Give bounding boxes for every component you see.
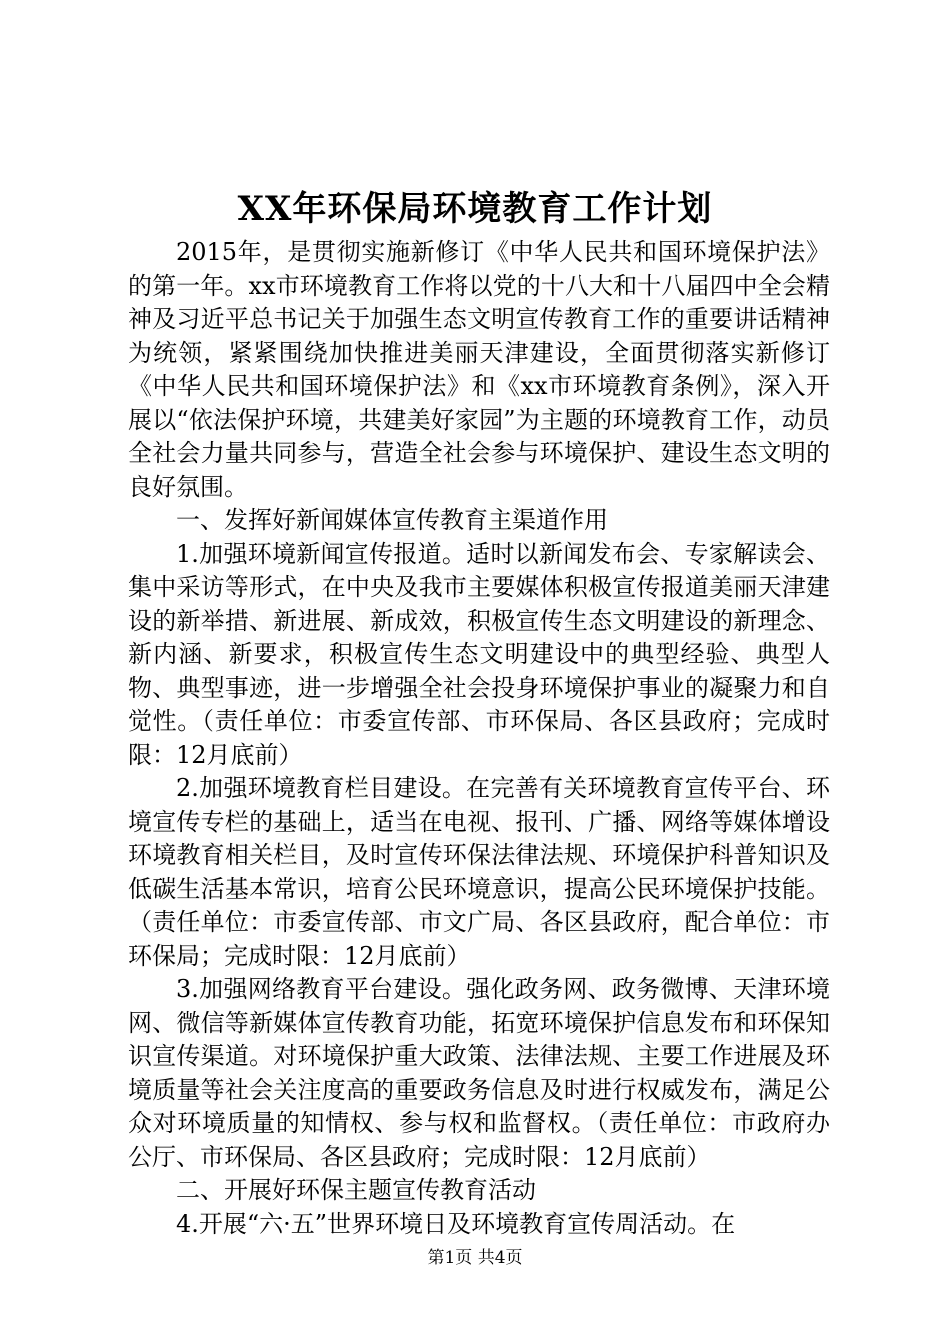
paragraph-item-1: 1.加强环境新闻宣传报道。适时以新闻发布会、专家解读会、集中采访等形式，在中央及我市主要媒体积极宣传报道美丽天津建设的新举措、新进展、新成效，积极宣传生态文明建设的新理念、新内涵、新要求，积极宣传生态文明建设中的典型经验、典型人物、典型事迹，进一步增强全社会投身环境保护事业的凝聚力和自觉性。（责任单位：市委宣传部、市环保局、各区县政府；完成时限：12月底前）	[128, 539, 830, 769]
paragraph-item-3: 3.加强网络教育平台建设。强化政务网、政务微博、天津环境网、微信等新媒体宣传教育功能，拓宽环境保护信息发布和环保知识宣传渠道。对环境保护重大政策、法律法规、主要工作进展及环境质量等社会关注度高的重要政务信息及时进行权威发布，满足公众对环境质量的知情权、参与权和监督权。（责任单位：市政府办公厅、市环保局、各区县政府；完成时限：12月底前）	[128, 975, 830, 1171]
section-heading-2: 二、开展好环保主题宣传教育活动	[176, 1176, 536, 1204]
document-body	[128, 236, 830, 1241]
paragraph-item-2: 2.加强环境教育栏目建设。在完善有关环境教育宣传平台、环境宣传专栏的基础上，适当在电视、报刊、广播、网络等媒体增设环境教育相关栏目，及时宣传环保法律法规、环境保护科普知识及低碳生活基本常识，培育公民环境意识，提高公民环境保护技能。（责任单位：市委宣传部、市文广局、各区县政府，配合单位：市环保局；完成时限：12月底前）	[128, 774, 830, 970]
paragraph-intro: 2015年，是贯彻实施新修订《中华人民共和国环境保护法》的第一年。xx市环境教育工作将以党的十八大和十八届四中全会精神及习近平总书记关于加强生态文明宣传教育工作的重要讲话精神为统领，紧紧围绕加快推进美丽天津建设，全面贯彻落实新修订《中华人民共和国环境保护法》和《xx市环境教育条例》，深入开展以“依法保护环境，共建美好家园”为主题的环境教育工作，动员全社会力量共同参与，营造全社会参与环境保护、建设生态文明的良好氛围。	[128, 238, 830, 501]
page-title: XX年环保局环境教育工作计划	[237, 189, 713, 229]
section-heading-1: 一、发挥好新闻媒体宣传教育主渠道作用	[176, 506, 608, 534]
page-footer: 第1页 共4页	[427, 1248, 523, 1268]
paragraph-item-4: 4.开展“六·五”世界环境日及环境教育宣传周活动。在	[176, 1209, 736, 1238]
